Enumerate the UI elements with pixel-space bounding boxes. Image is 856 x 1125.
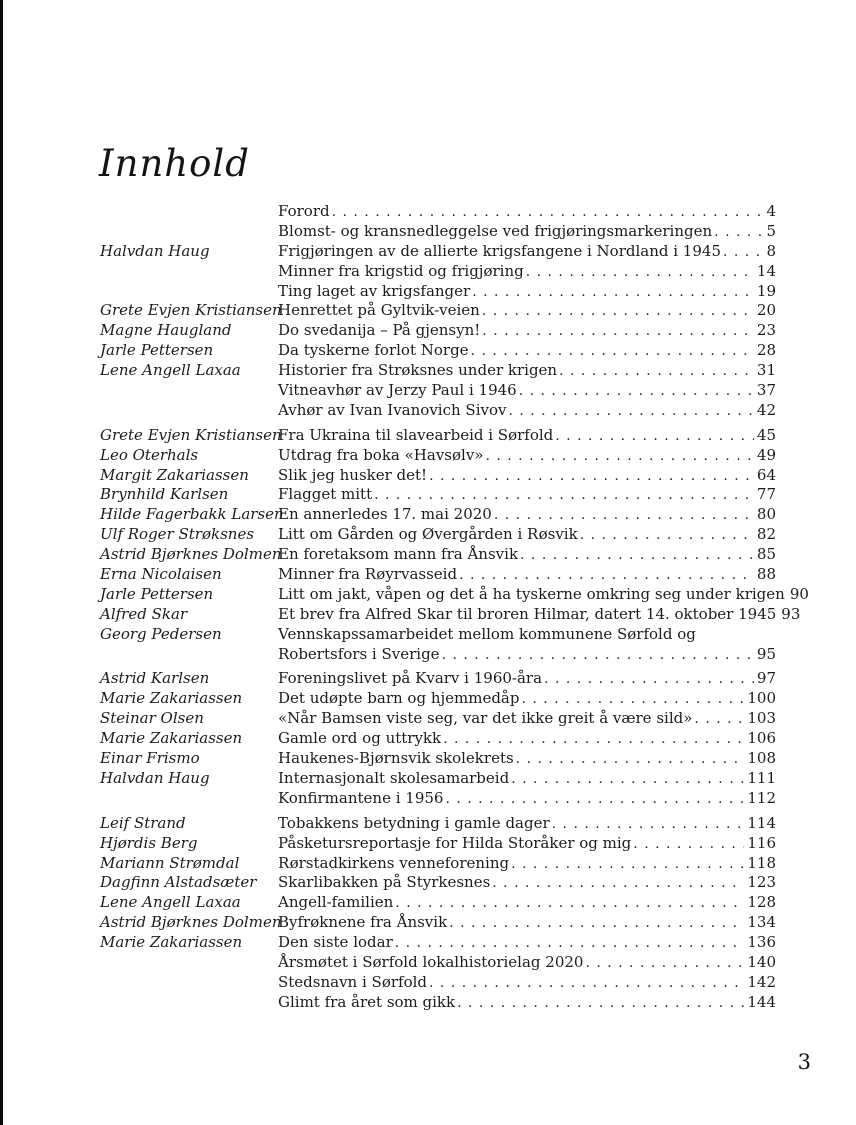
entry-page-number: 88: [756, 565, 776, 584]
entry-title: Henrettet på Gyltvik-veien: [278, 301, 480, 320]
toc-row: [100, 834, 776, 854]
toc-entry: [278, 854, 776, 875]
toc-entry: [278, 466, 776, 487]
entry-title: Litt om Gården og Øvergården i Røsvik: [278, 525, 578, 544]
toc-entry: [278, 953, 776, 974]
entry-page-number: 116: [747, 833, 776, 852]
dot-leader: [694, 709, 744, 730]
toc-entry: [278, 426, 776, 447]
entry-title: Foreningslivet på Kvarv i 1960-åra: [278, 669, 543, 688]
toc-entry: [278, 933, 776, 954]
entry-title: Ting laget av krigsfanger: [278, 281, 471, 300]
entry-page-number: 28: [756, 341, 776, 360]
entry-page-number: 144: [747, 992, 776, 1011]
toc-row: [100, 893, 776, 913]
dot-leader: [508, 401, 753, 422]
author-name: Lene Angell Laxaa: [100, 893, 241, 912]
toc-row: [100, 361, 776, 381]
toc-row: [100, 973, 776, 993]
toc-entry: [278, 565, 776, 586]
entry-page-number: 100: [747, 689, 776, 708]
page-title: Innhold: [99, 142, 250, 185]
entry-title: Konfirmantene i 1956: [278, 788, 444, 807]
entry-page-number: 64: [756, 465, 776, 484]
author-name: Jarle Pettersen: [100, 584, 214, 603]
author-name: Brynhild Karlsen: [100, 485, 229, 504]
dot-leader: [552, 814, 745, 835]
toc-row: [100, 466, 776, 486]
entry-page-number: 80: [756, 505, 776, 524]
entry-page-number: 106: [747, 729, 776, 748]
dot-leader: [494, 505, 754, 526]
scan-edge-artifact: [0, 0, 3, 1125]
entry-page-number: 108: [747, 749, 776, 768]
table-of-contents: [100, 202, 809, 1013]
author-name: Astrid Karlsen: [100, 669, 210, 688]
entry-page-number: 111: [747, 768, 776, 787]
dot-leader: [555, 426, 754, 447]
author-name: Leif Strand: [100, 813, 186, 832]
entry-title: Minner fra Røyrvasseid: [278, 565, 458, 584]
entry-title: Utdrag fra boka «Havsølv»: [278, 445, 484, 464]
entry-title: Det udøpte barn og hjemmedåp: [278, 689, 520, 708]
entry-page-number: 49: [756, 445, 776, 464]
toc-row: [100, 222, 776, 242]
toc-entry: [278, 222, 776, 243]
entry-page-number: 4: [766, 202, 776, 220]
dot-leader: [520, 545, 754, 566]
entry-title: Et brev fra Alfred Skar til broren Hilmar, datert 14. oktober 1945: [278, 604, 777, 623]
author-name: Hilde Fagerbakk Larsen: [100, 505, 284, 524]
dot-leader: [482, 321, 754, 342]
toc-entry: [278, 262, 776, 283]
toc-row: [100, 242, 776, 262]
toc-row: [100, 749, 776, 769]
entry-title: «Når Bamsen viste seg, var det ikke greit å være sild»: [278, 709, 693, 728]
dot-leader: [482, 301, 754, 322]
toc-entry: [278, 814, 776, 835]
entry-page-number: 140: [747, 952, 776, 971]
toc-row: [100, 426, 776, 446]
toc-row: [100, 709, 776, 729]
dot-leader: [519, 381, 754, 402]
toc-entry: [278, 341, 776, 362]
toc-row: [100, 814, 776, 834]
toc-entry: [278, 584, 809, 606]
entry-page-number: 112: [747, 788, 776, 807]
author-name: Marie Zakariassen: [100, 933, 243, 952]
entry-page-number: 5: [766, 221, 776, 240]
toc-row: [100, 401, 776, 421]
toc-row: [100, 341, 776, 361]
entry-title: Tobakkens betydning i gamle dager: [278, 813, 550, 832]
entry-page-number: 136: [747, 933, 776, 952]
entry-title: Årsmøtet i Sørfold lokalhistorielag 2020: [278, 952, 584, 971]
entry-page-number: 142: [747, 972, 776, 991]
toc-row: [100, 584, 809, 605]
dot-leader: [485, 446, 753, 467]
toc-row: [100, 381, 776, 401]
entry-page-number: 95: [756, 644, 776, 663]
entry-title: Påsketursreportasje for Hilda Storåker og mig: [278, 833, 632, 852]
toc-row: [100, 933, 776, 953]
entry-title: Historier fra Strøksnes under krigen: [278, 361, 558, 380]
toc-entry: [278, 446, 776, 467]
entry-title: Haukenes-Bjørnsvik skolekrets: [278, 749, 514, 768]
dot-leader: [511, 854, 744, 875]
toc-entry: [278, 485, 776, 506]
author-name: Halvdan Haug: [100, 241, 210, 260]
dot-leader: [723, 242, 763, 263]
dot-leader: [445, 789, 744, 810]
author-name: Mariann Strømdal: [100, 853, 240, 872]
author-name: Leo Oterhals: [100, 445, 199, 464]
toc-row: [100, 873, 776, 893]
dot-leader: [442, 645, 754, 666]
toc-row: [100, 913, 776, 933]
entry-title: Internasjonalt skolesamarbeid: [278, 768, 510, 787]
toc-row: [100, 953, 776, 973]
toc-entry: [278, 505, 776, 526]
toc-entry: [278, 604, 801, 626]
toc-entry: [278, 669, 776, 690]
entry-title: Robertsfors i Sverige: [278, 644, 440, 663]
entry-page-number: 31: [756, 361, 776, 380]
toc-entry: [278, 401, 776, 422]
entry-title: Vennskapssamarbeidet mellom kommunene Sørfold og: [278, 624, 696, 643]
dot-leader: [395, 893, 744, 914]
dot-leader: [521, 689, 744, 710]
entry-page-number: 103: [747, 709, 776, 728]
entry-title: Forord: [278, 202, 330, 220]
author-name: Marie Zakariassen: [100, 729, 243, 748]
toc-row: [100, 645, 776, 665]
author-name: Hjørdis Berg: [100, 833, 198, 852]
dot-leader: [449, 913, 744, 934]
entry-title: Flagget mitt: [278, 485, 373, 504]
toc-row: [100, 565, 776, 585]
toc-entry: [278, 242, 776, 263]
dot-leader: [395, 933, 745, 954]
toc-entry: [278, 749, 776, 770]
author-name: Lene Angell Laxaa: [100, 361, 241, 380]
entry-page-number: 8: [766, 241, 776, 260]
dot-leader: [443, 729, 744, 750]
entry-title: Gamle ord og uttrykk: [278, 729, 442, 748]
toc-row: [100, 789, 776, 809]
author-name: Margit Zakariassen: [100, 465, 249, 484]
toc-entry: [278, 769, 776, 790]
dot-leader: [471, 341, 754, 362]
entry-title: Frigjøringen av de allierte krigsfangene i Nordland i 1945: [278, 241, 721, 260]
toc-row: [100, 202, 776, 222]
toc-row: [100, 525, 776, 545]
toc-entry: [278, 873, 776, 894]
toc-entry: [278, 834, 776, 855]
toc-row: [100, 669, 776, 689]
dot-leader: [429, 973, 744, 994]
author-name: Magne Haugland: [100, 321, 232, 340]
author-name: Halvdan Haug: [100, 768, 210, 787]
toc-entry: [278, 689, 776, 710]
dot-leader: [457, 993, 744, 1014]
dot-leader: [544, 669, 754, 690]
toc-entry: [278, 381, 776, 402]
entry-page-number: 134: [747, 913, 776, 932]
toc-row: [100, 282, 776, 302]
toc-entry: [278, 625, 776, 645]
toc-row: [100, 262, 776, 282]
entry-title: Stedsnavn i Sørfold: [278, 972, 428, 991]
entry-title: Fra Ukraina til slavearbeid i Sørfold: [278, 425, 554, 444]
entry-page-number: 90: [789, 584, 809, 603]
entry-title: Do svedanija – På gjensyn!: [278, 321, 481, 340]
dot-leader: [374, 485, 754, 506]
toc-entry: [278, 321, 776, 342]
author-name: Einar Frismo: [100, 749, 200, 768]
entry-page-number: 123: [747, 873, 776, 892]
author-name: Grete Evjen Kristiansen: [100, 425, 282, 444]
entry-title: Rørstadkirkens venneforening: [278, 853, 510, 872]
entry-title: Skarlibakken på Styrkesnes: [278, 873, 491, 892]
toc-row: [100, 769, 776, 789]
toc-row: [100, 689, 776, 709]
dot-leader: [633, 834, 744, 855]
toc-entry: [278, 645, 776, 666]
toc-row: [100, 321, 776, 341]
toc-entry: [278, 525, 776, 546]
entry-title: Angell-familien: [278, 893, 394, 912]
toc-entry: [278, 789, 776, 810]
toc-entry: [278, 282, 776, 303]
entry-title: Blomst- og kransnedleggelse ved frigjøringsmarkeringen: [278, 221, 713, 240]
entry-page-number: 82: [756, 525, 776, 544]
toc-row: [100, 301, 776, 321]
toc-entry: [278, 361, 776, 382]
toc-entry: [278, 993, 776, 1014]
entry-page-number: 85: [756, 545, 776, 564]
dot-leader: [585, 953, 744, 974]
entry-page-number: 14: [756, 261, 776, 280]
dot-leader: [492, 873, 744, 894]
entry-title: En foretaksom mann fra Ånsvik: [278, 545, 519, 564]
entry-page-number: 37: [756, 381, 776, 400]
toc-row: [100, 545, 776, 565]
toc-entry: [278, 729, 776, 750]
toc-entry: [278, 973, 776, 994]
entry-page-number: 77: [756, 485, 776, 504]
toc-entry: [278, 545, 776, 566]
entry-page-number: 42: [756, 400, 776, 419]
dot-leader: [526, 262, 754, 283]
author-name: Erna Nicolaisen: [100, 565, 222, 584]
toc-row: [100, 729, 776, 749]
dot-leader: [472, 282, 754, 303]
toc-entry: [278, 709, 776, 730]
entry-page-number: 97: [756, 669, 776, 688]
entry-title: Byfrøknene fra Ånsvik: [278, 913, 448, 932]
entry-page-number: 93: [781, 604, 801, 623]
entry-title: Da tyskerne forlot Norge: [278, 341, 469, 360]
author-name: Steinar Olsen: [100, 709, 204, 728]
toc-row: [100, 505, 776, 525]
entry-title: Glimt fra året som gikk: [278, 992, 456, 1011]
dot-leader: [559, 361, 754, 382]
author-name: Alfred Skar: [100, 604, 188, 623]
entry-title: Minner fra krigstid og frigjøring: [278, 261, 524, 280]
toc-entry: [278, 913, 776, 934]
entry-page-number: 128: [747, 893, 776, 912]
entry-page-number: 23: [756, 321, 776, 340]
entry-title: Avhør av Ivan Ivanovich Sivov: [278, 400, 507, 419]
dot-leader: [516, 749, 745, 770]
entry-page-number: 20: [756, 301, 776, 320]
author-name: Georg Pedersen: [100, 624, 222, 643]
entry-title: Den siste lodar: [278, 933, 393, 952]
entry-page-number: 118: [747, 853, 776, 872]
entry-title: Slik jeg husker det!: [278, 465, 428, 484]
author-name: Marie Zakariassen: [100, 689, 243, 708]
toc-entry: [278, 202, 776, 223]
toc-row: [100, 604, 801, 625]
entry-title: Litt om jakt, våpen og det å ha tyskerne omkring seg under krigen: [278, 584, 785, 603]
toc-row: [100, 485, 776, 505]
author-name: Astrid Bjørknes Dolmen: [100, 913, 282, 932]
author-name: Grete Evjen Kristiansen: [100, 301, 282, 320]
dot-leader: [511, 769, 744, 790]
author-name: Dagfinn Alstadsæter: [100, 873, 257, 892]
toc-entry: [278, 301, 776, 322]
dot-leader: [580, 525, 754, 546]
page-number: 3: [797, 1050, 811, 1074]
entry-page-number: 45: [756, 425, 776, 444]
toc-row: [100, 625, 776, 645]
toc-row: [100, 446, 776, 466]
entry-title: En annerledes 17. mai 2020: [278, 505, 492, 524]
toc-entry: [278, 893, 776, 914]
author-name: Jarle Pettersen: [100, 341, 214, 360]
entry-page-number: 19: [756, 281, 776, 300]
dot-leader: [429, 466, 754, 487]
dot-leader: [714, 222, 763, 243]
entry-page-number: 114: [747, 813, 776, 832]
author-name: Ulf Roger Strøksnes: [100, 525, 255, 544]
toc-row: [100, 854, 776, 874]
dot-leader: [332, 202, 764, 223]
toc-row: [100, 993, 776, 1013]
dot-leader: [459, 565, 754, 586]
author-name: Astrid Bjørknes Dolmen: [100, 545, 282, 564]
entry-title: Vitneavhør av Jerzy Paul i 1946: [278, 381, 517, 400]
